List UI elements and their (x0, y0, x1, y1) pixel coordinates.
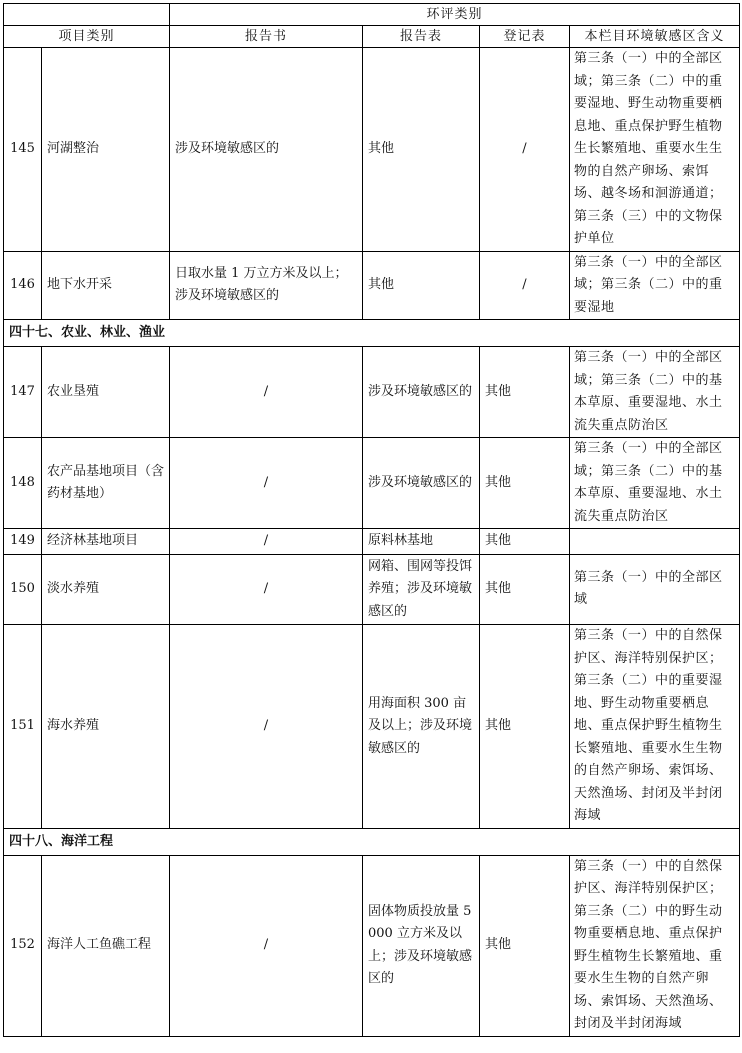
row-sensitive-area: 第三条（一）中的全部区域 (570, 554, 740, 625)
header-row-top (4, 4, 740, 26)
section-heading-47: 四十七、农业、林业、渔业 (4, 320, 740, 347)
row-number: 147 (4, 347, 42, 438)
header-registration: 登记表 (480, 26, 570, 48)
row-registration: / (480, 251, 570, 320)
header-sensitive-area: 本栏目环境敏感区含义 (570, 26, 740, 48)
row-number: 145 (4, 48, 42, 252)
section-row (4, 828, 740, 855)
row-report-book: / (170, 554, 363, 625)
row-registration: 其他 (480, 529, 570, 555)
header-row (4, 26, 740, 48)
row-project-name: 农产品基地项目（含药材基地） (42, 438, 170, 529)
section-row (4, 320, 740, 347)
row-report-book: 涉及环境敏感区的 (170, 48, 363, 252)
row-registration: / (480, 48, 570, 252)
row-project-name: 地下水开采 (42, 251, 170, 320)
table-row (4, 48, 740, 252)
row-number: 151 (4, 625, 42, 829)
row-report-book: / (170, 529, 363, 555)
row-registration: 其他 (480, 438, 570, 529)
row-number: 149 (4, 529, 42, 555)
row-number: 150 (4, 554, 42, 625)
header-eia-category: 环评类别 (170, 4, 740, 26)
table-row (4, 438, 740, 529)
row-report-book: 日取水量 1 万立方米及以上；涉及环境敏感区的 (170, 251, 363, 320)
row-registration: 其他 (480, 554, 570, 625)
row-project-name: 农业垦殖 (42, 347, 170, 438)
table-row (4, 529, 740, 555)
row-number: 148 (4, 438, 42, 529)
row-sensitive-area (570, 529, 740, 555)
table-row (4, 347, 740, 438)
section-heading-48: 四十八、海洋工程 (4, 828, 740, 855)
row-sensitive-area: 第三条（一）中的自然保护区、海洋特别保护区；第三条（二）中的重要湿地、野生动物重要栖息地、重点保护野生植物生长繁殖地、重要水生生物的自然产卵场、索饵场、天然渔场、封闭及半封闭海域 (570, 625, 740, 829)
header-project-category: 项目类别 (4, 26, 170, 48)
row-sensitive-area: 第三条（一）中的全部区域；第三条（二）中的重要湿地、野生动物重要栖息地、重点保护野生植物生长繁殖地、重要水生生物的自然产卵场、索饵场、越冬场和洄游通道；第三条（三）中的文物保护单位 (570, 48, 740, 252)
row-project-name: 海水养殖 (42, 625, 170, 829)
row-project-name: 经济林基地项目 (42, 529, 170, 555)
table-row (4, 554, 740, 625)
row-report-book: / (170, 438, 363, 529)
row-number: 152 (4, 855, 42, 1036)
row-report-form: 涉及环境敏感区的 (363, 438, 480, 529)
table-row (4, 855, 740, 1036)
row-sensitive-area: 第三条（一）中的全部区域；第三条（二）中的基本草原、重要湿地、水土流失重点防治区 (570, 438, 740, 529)
row-report-form: 其他 (363, 48, 480, 252)
row-project-name: 海洋人工鱼礁工程 (42, 855, 170, 1036)
row-report-book: / (170, 625, 363, 829)
row-sensitive-area: 第三条（一）中的自然保护区、海洋特别保护区；第三条（二）中的野生动物重要栖息地、重点保护野生植物生长繁殖地、重要水生生物的自然产卵场、索饵场、天然渔场、封闭及半封闭海域 (570, 855, 740, 1036)
row-report-form: 用海面积 300 亩及以上；涉及环境敏感区的 (363, 625, 480, 829)
row-report-form: 网箱、围网等投饵养殖；涉及环境敏感区的 (363, 554, 480, 625)
header-report-book: 报告书 (170, 26, 363, 48)
header-report-form: 报告表 (363, 26, 480, 48)
row-sensitive-area: 第三条（一）中的全部区域；第三条（二）中的基本草原、重要湿地、水土流失重点防治区 (570, 347, 740, 438)
row-report-form: 涉及环境敏感区的 (363, 347, 480, 438)
row-project-name: 河湖整治 (42, 48, 170, 252)
row-number: 146 (4, 251, 42, 320)
row-report-book: / (170, 855, 363, 1036)
row-registration: 其他 (480, 625, 570, 829)
row-registration: 其他 (480, 855, 570, 1036)
row-report-form: 固体物质投放量 5 000 立方米及以上；涉及环境敏感区的 (363, 855, 480, 1036)
row-registration: 其他 (480, 347, 570, 438)
row-report-form: 其他 (363, 251, 480, 320)
table-row (4, 251, 740, 320)
table-row (4, 625, 740, 829)
row-project-name: 淡水养殖 (42, 554, 170, 625)
row-report-form: 原料林基地 (363, 529, 480, 555)
eia-classification-table (3, 3, 740, 1037)
row-sensitive-area: 第三条（一）中的全部区域；第三条（二）中的重要湿地 (570, 251, 740, 320)
header-blank-cell (4, 4, 170, 26)
row-report-book: / (170, 347, 363, 438)
